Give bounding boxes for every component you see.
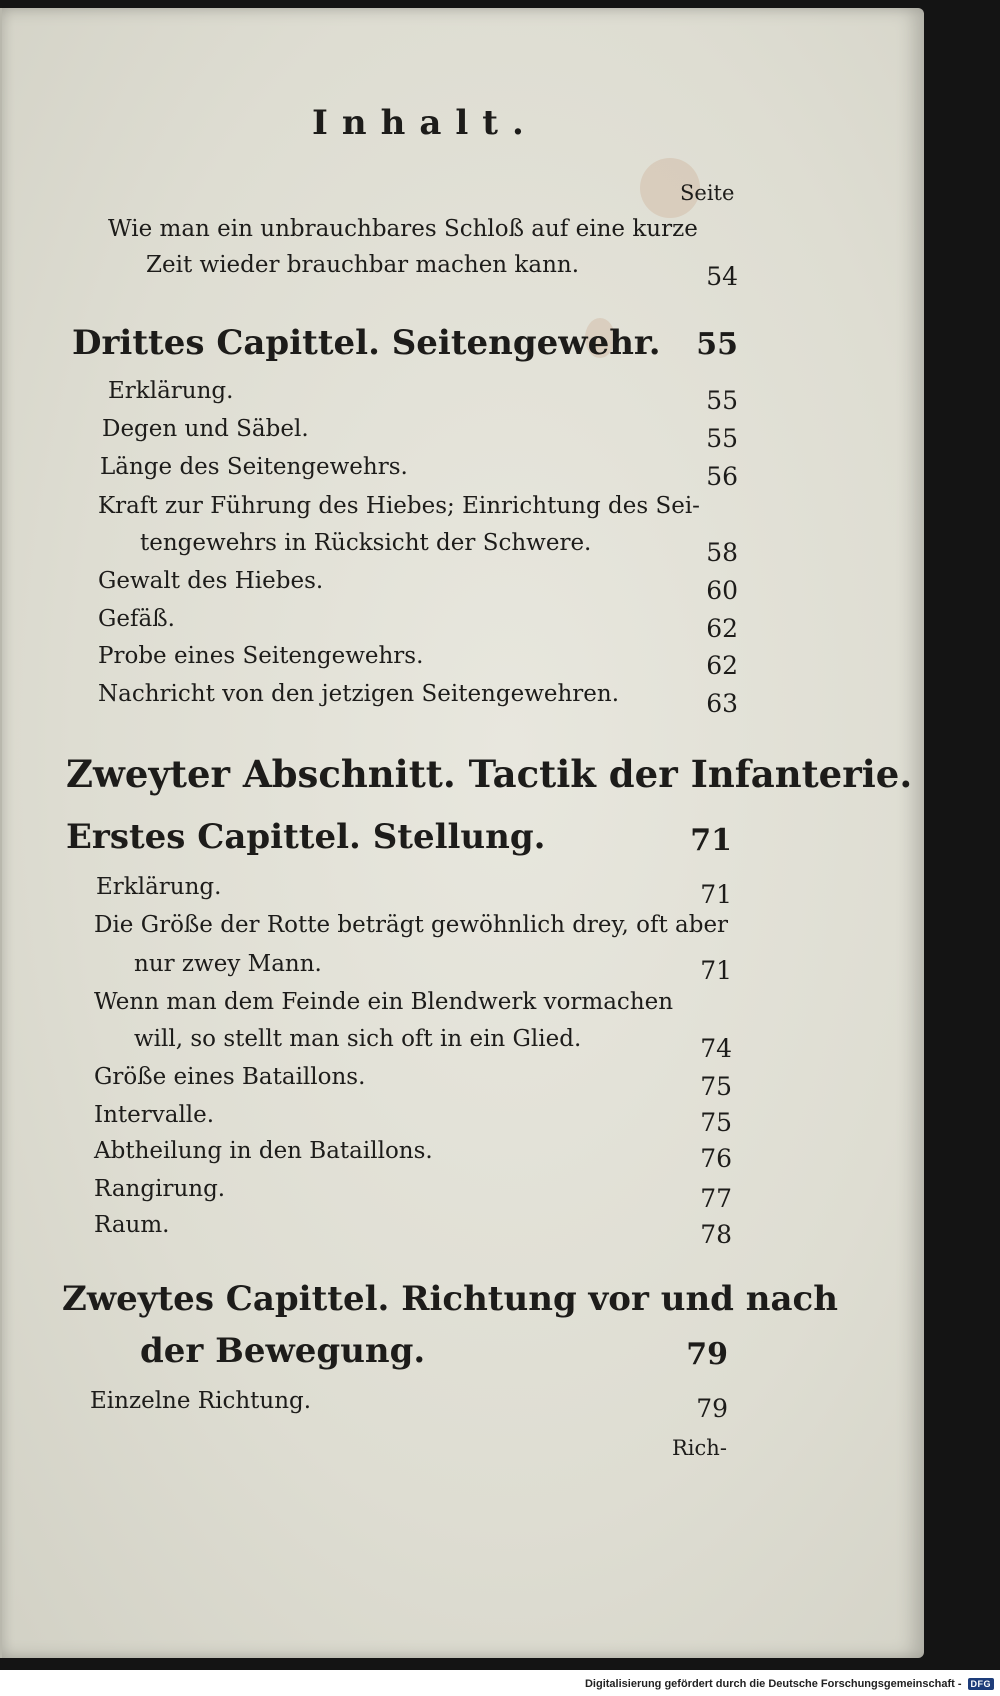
toc-entry-line: Erklärung.: [96, 874, 222, 900]
chapter-heading: Drittes Capittel. Seitengewehr.: [72, 323, 661, 363]
page-number: 76: [700, 1144, 732, 1173]
page-left-edge: [0, 8, 2, 1658]
page-number: 58: [706, 538, 738, 567]
toc-entry-line: Wie man ein unbrauchbares Schloß auf eine kurze: [108, 216, 698, 242]
page-title: Inhalt.: [312, 103, 538, 143]
toc-entry-line: Zeit wieder brauchbar machen kann.: [146, 252, 580, 278]
page-number: 77: [700, 1184, 732, 1213]
page-number: 79: [686, 1337, 728, 1372]
toc-entry-line: Größe eines Bataillons.: [94, 1064, 366, 1090]
page-number: 60: [706, 576, 738, 605]
toc-entry-line: Die Größe der Rotte beträgt gewöhnlich drey, oft aber: [94, 912, 729, 938]
credit-text: Digitalisierung gefördert durch die Deutsche Forschungsgemeinschaft -: [584, 1678, 962, 1690]
digitization-credit: [585, 1676, 994, 1692]
page-number: 79: [696, 1394, 728, 1423]
toc-entry-line: Abtheilung in den Bataillons.: [94, 1138, 433, 1164]
chapter-heading: Zweytes Capittel. Richtung vor und nach: [62, 1279, 838, 1319]
toc-entry-line: nur zwey Mann.: [134, 951, 322, 977]
page-number: 62: [706, 614, 738, 643]
page-number: 71: [700, 880, 732, 909]
page-number: 62: [706, 651, 738, 680]
toc-entry-line: Einzelne Richtung.: [90, 1388, 312, 1414]
page-number: 74: [700, 1034, 732, 1063]
page-number: 78: [700, 1220, 732, 1249]
chapter-heading: der Bewegung.: [140, 1331, 426, 1371]
toc-entry-line: Rangirung.: [94, 1176, 226, 1202]
page-number: 63: [706, 689, 738, 718]
toc-entry-line: Gewalt des Hiebes.: [98, 568, 324, 594]
page-number: 75: [700, 1072, 732, 1101]
toc-entry-line: Länge des Seitengewehrs.: [100, 454, 408, 480]
toc-entry-line: Intervalle.: [94, 1102, 215, 1128]
catchword: Rich-: [672, 1436, 727, 1460]
toc-entry-line: Probe eines Seitengewehrs.: [98, 643, 424, 669]
chapter-heading: Erstes Capittel. Stellung.: [66, 817, 546, 857]
toc-entry-line: Gefäß.: [98, 606, 175, 632]
toc-entry-line: Nachricht von den jetzigen Seitengewehren.: [98, 681, 620, 707]
book-page: [0, 8, 924, 1658]
toc-entry-line: tengewehrs in Rücksicht der Schwere.: [140, 530, 592, 556]
toc-entry-line: Raum.: [94, 1212, 170, 1238]
toc-entry-line: will, so stellt man sich oft in ein Glied.: [134, 1026, 582, 1052]
toc-entry-line: Erklärung.: [108, 378, 234, 404]
page-number: 71: [700, 956, 732, 985]
page-number: 55: [706, 424, 738, 453]
section-heading: Zweyter Abschnitt. Tactik der Infanterie.: [66, 752, 913, 796]
page-number: 56: [706, 462, 738, 491]
page-number: 55: [706, 386, 738, 415]
page-number: 54: [706, 262, 738, 291]
dfg-logo-icon: DFG: [968, 1678, 995, 1690]
page-number: 55: [696, 327, 738, 362]
seite-label: Seite: [680, 181, 735, 205]
toc-entry-line: Wenn man dem Feinde ein Blendwerk vormachen: [94, 989, 674, 1015]
page-number: 75: [700, 1108, 732, 1137]
toc-entry-line: Kraft zur Führung des Hiebes; Einrichtung des Sei-: [98, 493, 700, 519]
page-number: 71: [690, 823, 732, 858]
toc-entry-line: Degen und Säbel.: [102, 416, 309, 442]
